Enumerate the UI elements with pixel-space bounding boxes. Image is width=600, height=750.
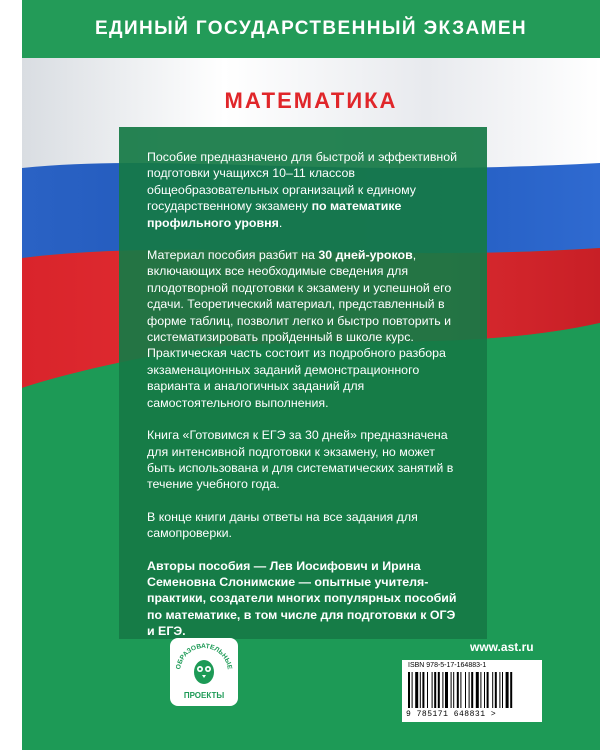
svg-text:ПРОЕКТЫ: ПРОЕКТЫ <box>183 691 225 700</box>
publisher-url: www.ast.ru <box>470 640 534 654</box>
page-edge <box>0 0 22 750</box>
publisher-logo <box>168 636 240 708</box>
paragraph-purpose: Пособие предназначено для быстрой и эффективной подготовки учащихся 10–11 классов общеобразовательных организаций к единому государственному экзамену по математике профильного уровня. <box>147 150 458 230</box>
barcode <box>402 660 542 722</box>
paragraph-usage: Книга «Готовимся к ЕГЭ за 30 дней» предназначена для интенсивной подготовки к экзамену, но может быть использована и для систематических занятий в течение учебного года. <box>147 428 454 492</box>
description-panel <box>119 127 487 639</box>
book-back-cover <box>22 0 600 750</box>
series-title: ЕДИНЫЙ ГОСУДАРСТВЕННЫЙ ЭКЗАМЕН <box>94 18 528 39</box>
paragraph-answers: В конце книги даны ответы на все задания для самопроверки. <box>147 509 418 541</box>
subject-title: МАТЕМАТИКА <box>224 88 398 113</box>
series-header <box>22 0 600 58</box>
svg-text:ОБРАЗОВАТЕЛЬНЫЕ: ОБРАЗОВАТЕЛЬНЫЕ <box>175 642 233 671</box>
paragraph-authors: Авторы пособия — Лев Иосифович и Ирина Семеновна Слонимские — опытные учителя-практики, создатели многих популярных пособий по математике, в том числе для подготовки к ОГЭ и ЕГЭ. <box>147 558 457 639</box>
paragraph-structure: Материал пособия разбит на 30 дней-уроков, включающих все необходимые сведения для плодотворной подготовки к экзамену и успешной его сдачи. Теоретический материал, представленный в форме таблиц, позволит легко и быстро повторить и систематизировать пройденный в школе курс. Практическая часть состоит из подробного разбора экзаменационных заданий демонстрационного варианта и аналогичных заданий для самостоятельного выполнения. <box>147 248 452 410</box>
owl-icon <box>194 660 214 684</box>
barcode-bars <box>408 672 536 708</box>
barcode-number: 9 785171 648831 > <box>406 710 497 719</box>
isbn-label: ISBN 978-5-17-164883-1 <box>408 662 487 669</box>
